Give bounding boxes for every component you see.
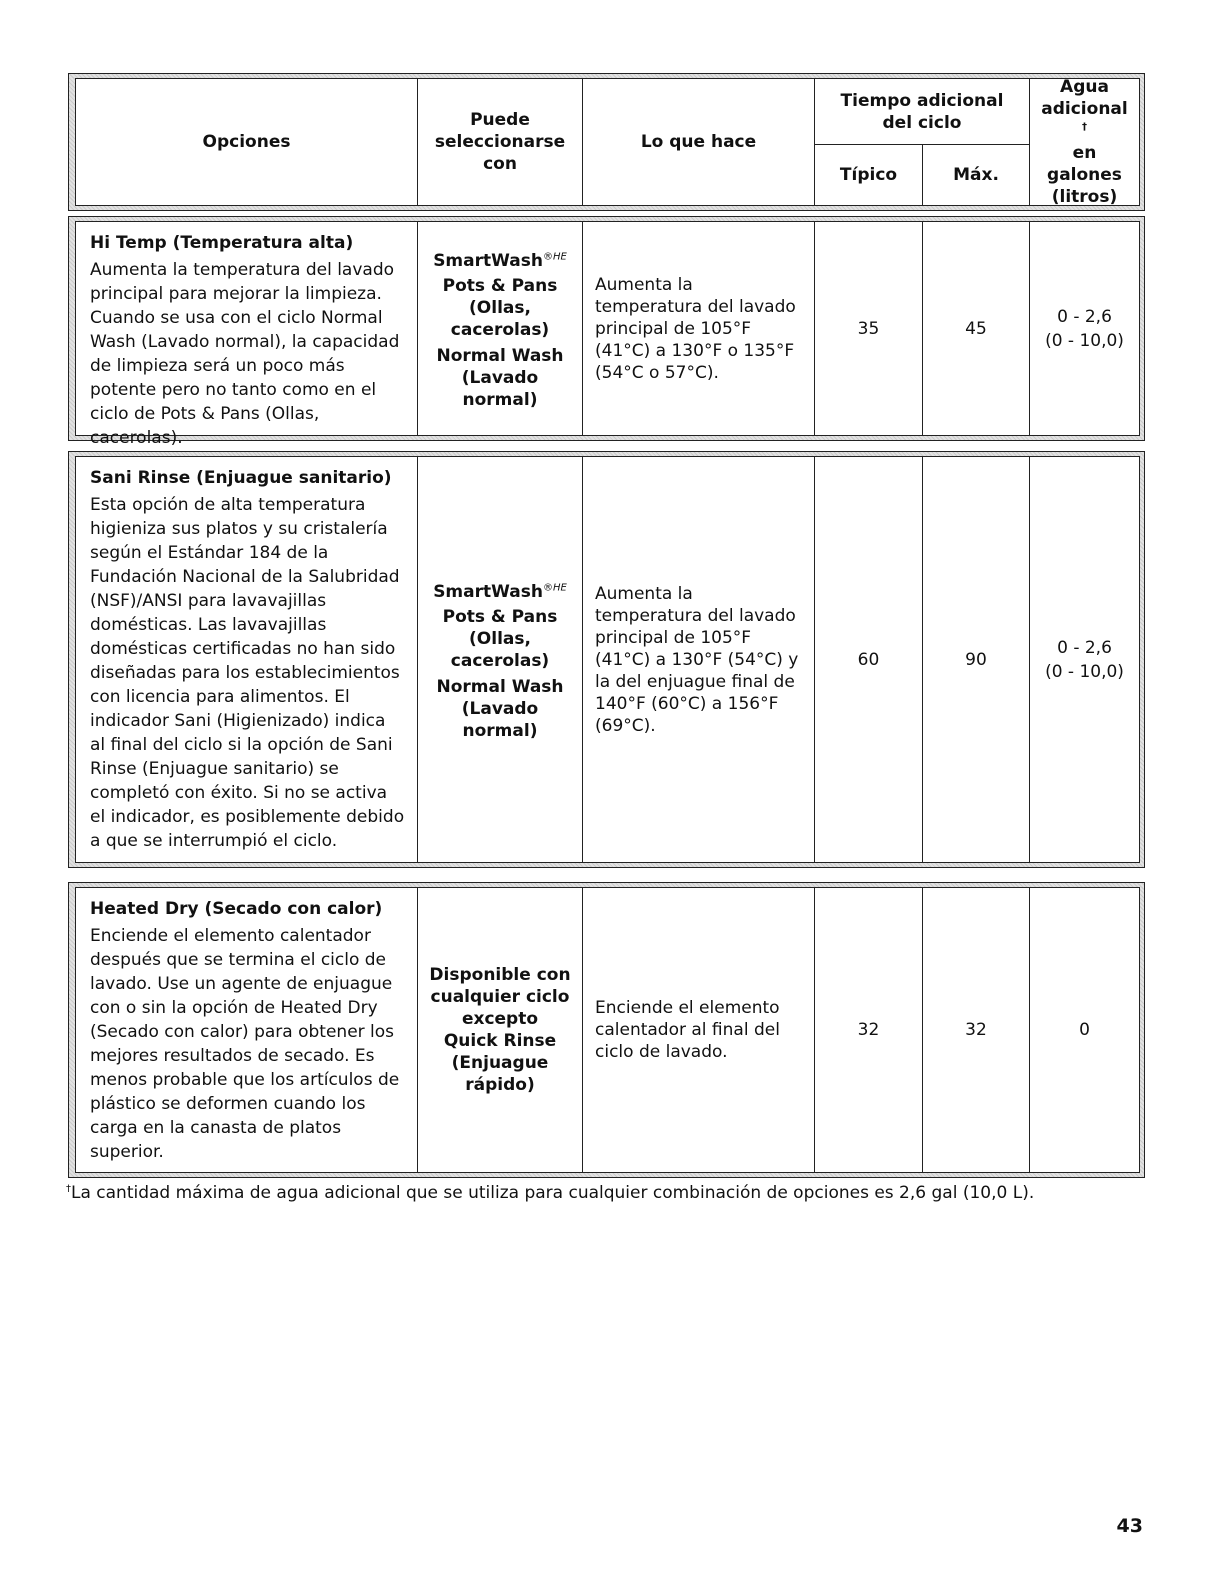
typical-value: 60 (857, 649, 880, 670)
brand-mark: ®HE (542, 250, 567, 262)
brand-mark: ®HE (542, 581, 567, 593)
option-description: Enciende el elemento calentador después que se termina el ciclo de lavado. Use un agente de enjuague con o sin la opción de Heated Dry (Secado con calor) para obtener los mejores resultados de secado. Es menos probable que los artículos de plástico se deformen cuando los carga en la canasta de platos superior. (90, 926, 400, 1162)
cycle-line: Normal Wash (436, 345, 564, 366)
cycle-line: Normal Wash (436, 676, 564, 697)
water-cell (1029, 456, 1140, 863)
header-typical (814, 144, 923, 206)
cycle-line: cacerolas) (450, 319, 550, 340)
max-cell (922, 887, 1030, 1173)
max-value: 32 (965, 1020, 987, 1040)
cycle-line: Disponible con (429, 965, 571, 985)
option-description: Esta opción de alta temperatura higieniza sus platos y su cristalería según el Estándar 184 de la Fundación Nacional de la Salubridad (NSF)/ANSI para lavavajillas domésticas. Las lavavajillas domésticas certificadas no han sido diseñadas para los establecimientos con licencia para alimentos. El indicador Sani (Higienizado) indica al final del ciclo si la opción de Sani Rinse (Enjuague sanitario) se completó con éxito. Si no se activa el indicador, es posiblemente debido a que se interrumpió el ciclo. (90, 495, 405, 851)
header-water-line-4: galones (1047, 165, 1122, 185)
typical-cell (814, 887, 923, 1173)
what-it-does-cell (582, 887, 815, 1173)
header-water-line-1: Agua (1060, 77, 1109, 97)
water-cell (1029, 221, 1140, 436)
page-number: 43 (1116, 1515, 1143, 1537)
cycle-line: (Ollas, (469, 628, 531, 649)
option-title: Heated Dry (Secado con calor) (90, 899, 383, 919)
cycle-line: cualquier ciclo (430, 987, 570, 1007)
header-typical-label: Típico (839, 165, 898, 185)
footnote (66, 1183, 1034, 1203)
brand-line (433, 581, 567, 603)
cycle-line: (Enjuague (451, 1053, 549, 1073)
header-time-line-2: del ciclo (882, 112, 962, 133)
header-water-line-2 (1041, 98, 1127, 142)
cycle-line: rápido) (465, 1075, 535, 1095)
typical-cell (814, 456, 923, 863)
header-additional-water (1029, 78, 1140, 206)
typical-value: 32 (857, 1020, 880, 1040)
header-max (922, 144, 1030, 206)
cycle-line: (Lavado (461, 367, 539, 388)
header-selectable-line-1: Puede (470, 110, 530, 130)
what-it-does-text: Aumenta la temperatura del lavado principal de 105°F (41°C) a 130°F o 135°F (54°C o 57°C). (595, 274, 796, 383)
what-it-does-cell (582, 456, 815, 863)
what-it-does-text: Aumenta la temperatura del lavado principal de 105°F (41°C) a 130°F (54°C) y la del enjuague final de 140°F (60°C) a 156°F (69°C). (595, 583, 799, 736)
option-title: Sani Rinse (Enjuague sanitario) (90, 468, 392, 488)
header-selectable-line-3: con (483, 154, 517, 174)
option-cell (75, 456, 418, 863)
footnote-dagger: † (66, 1183, 71, 1195)
selectable-with-cell (417, 456, 583, 863)
cycle-line: (Ollas, (469, 297, 531, 318)
cycle-line: normal) (462, 720, 538, 741)
cycle-line: normal) (462, 389, 538, 410)
option-cell (75, 221, 418, 448)
max-value: 90 (965, 649, 987, 670)
header-additional-time (814, 78, 1030, 145)
selectable-with-cell (417, 887, 583, 1173)
option-title: Hi Temp (Temperatura alta) (90, 233, 354, 253)
cycle-line: Pots & Pans (442, 606, 558, 627)
header-water-line-5: (litros) (1051, 187, 1118, 207)
header-time-line-1: Tiempo adicional (840, 90, 1004, 111)
header-options-label: Opciones (202, 132, 291, 152)
cycle-line: Quick Rinse (443, 1031, 557, 1051)
typical-value: 35 (857, 318, 880, 339)
max-cell (922, 221, 1030, 436)
cycle-line: excepto (461, 1009, 539, 1029)
water-gallons: 0 (1079, 1020, 1090, 1040)
max-cell (922, 456, 1030, 863)
header-water-adicional: adicional (1041, 99, 1128, 119)
cycle-line: cacerolas) (450, 650, 550, 671)
option-cell (75, 887, 418, 1173)
what-it-does-text: Enciende el elemento calentador al final del ciclo de lavado. (595, 998, 780, 1062)
header-options (75, 78, 418, 206)
water-gallons: 0 - 2,6 (1057, 637, 1112, 658)
cycle-line: (Lavado (461, 698, 539, 719)
water-cell (1029, 887, 1140, 1173)
water-liters: (0 - 10,0) (1045, 661, 1124, 682)
header-what-it-does (582, 78, 815, 206)
table-row (68, 451, 1145, 868)
table-row (68, 882, 1145, 1178)
brand-name: SmartWash (433, 581, 543, 602)
option-description: Aumenta la temperatura del lavado principal para mejorar la limpieza. Cuando se usa con el ciclo Normal Wash (Lavado normal), la capacidad de limpieza será un poco más potente pero no tanto como en el ciclo de Pots & Pans (Ollas, cacerolas). (90, 260, 400, 448)
what-it-does-cell (582, 221, 815, 436)
max-value: 45 (965, 318, 987, 339)
header-max-label: Máx. (953, 165, 999, 185)
footnote-text: La cantidad máxima de agua adicional que se utiliza para cualquier combinación de opciones es 2,6 gal (10,0 L). (71, 1183, 1035, 1203)
brand-line (433, 250, 567, 272)
header-what-label: Lo que hace (640, 132, 757, 152)
header-selectable-with (417, 78, 583, 206)
cycle-line: Pots & Pans (442, 275, 558, 296)
selectable-with-cell (417, 221, 583, 436)
header-water-line-3: en (1072, 143, 1097, 163)
table-row (68, 216, 1145, 448)
dagger-mark: † (1081, 121, 1087, 133)
typical-cell (814, 221, 923, 436)
header-selectable-line-2: seleccionarse (434, 132, 566, 152)
water-liters: (0 - 10,0) (1045, 330, 1124, 351)
brand-name: SmartWash (433, 250, 543, 271)
water-gallons: 0 - 2,6 (1057, 306, 1112, 327)
table-header (68, 73, 1145, 211)
